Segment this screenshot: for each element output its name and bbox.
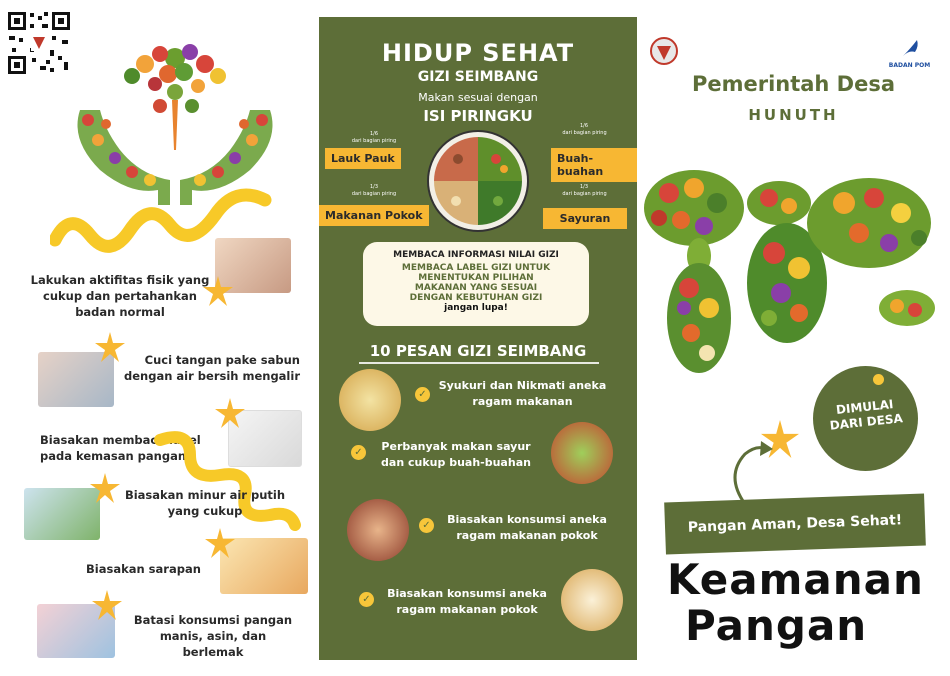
lauk-pauk-label: Lauk Pauk <box>325 148 401 169</box>
message-1: Syukuri dan Nikmati aneka ragam makanan <box>438 379 607 408</box>
tip-3-text: Biasakan membaca label pada kemasan pangan <box>40 433 201 463</box>
info-box-line: MAKANAN YANG SESUAI <box>414 283 538 293</box>
info-box-line: MENENTUKAN PILIHAN <box>418 273 534 283</box>
lauk-note: dari bagian piring <box>351 138 397 144</box>
title-underline <box>359 362 599 364</box>
slogan-banner <box>664 493 926 554</box>
star-icon <box>92 590 122 620</box>
check-icon: ✓ <box>415 387 430 402</box>
sayur-note: dari bagian piring <box>562 191 607 197</box>
tip-4-text: Biasakan minur air putih yang cukup <box>124 488 286 518</box>
info-box-reminder: jangan lupa! <box>444 303 508 313</box>
tip-2-text: Cuci tangan pake sabun dengan air bersih mengalir <box>124 353 300 383</box>
drinking-photo <box>24 488 100 540</box>
tip-5-text: Biasakan sarapan <box>86 562 201 576</box>
slogan-text: Pangan Aman, Desa Sehat! <box>687 512 903 536</box>
sayur-fraction: 1/3 <box>579 184 589 190</box>
nutrition-info-box <box>363 242 589 326</box>
food-circle-photo <box>339 369 401 431</box>
plate-illustration <box>426 129 530 233</box>
tip-1-text: Lakukan aktifitas fisik yang cukup dan pertahankan badan normal <box>30 273 210 319</box>
right-title: Pemerintah Desa <box>691 72 896 96</box>
makanan-pokok-label: Makanan Pokok <box>319 205 429 226</box>
info-box-line: MEMBACA LABEL GIZI UNTUK <box>401 263 551 273</box>
lauk-fraction: 1/6 <box>369 131 379 137</box>
buah-fraction: 1/6 <box>579 123 589 129</box>
vegetable-world-map <box>639 148 945 408</box>
badge-dot <box>873 374 884 385</box>
message-2: Perbanyak makan sayur dan cukup buah-buahan <box>381 440 531 469</box>
right-panel <box>637 0 950 676</box>
makanan-note: dari bagian piring <box>351 191 397 197</box>
sayuran-label: Sayuran <box>543 208 627 229</box>
buah-buahan-label: Buah-buahan <box>551 148 637 182</box>
makanan-fraction: 1/3 <box>369 184 379 190</box>
check-icon: ✓ <box>359 592 374 607</box>
heading-pangan: Pangan <box>685 601 868 650</box>
vegetables-circle-photo <box>551 422 613 484</box>
village-name: HUNUTH <box>748 106 839 124</box>
check-icon: ✓ <box>419 518 434 533</box>
message-3: Biasakan konsumsi aneka ragam makanan pokok <box>447 513 607 542</box>
bpom-logo-icon <box>899 38 921 60</box>
grains-circle-photo <box>561 569 623 631</box>
center-title: HIDUP SEHAT <box>381 39 575 67</box>
messages-title: 10 PESAN GIZI SEIMBANG <box>369 342 587 360</box>
info-box-title: MEMBACA INFORMASI NILAI GIZI <box>393 250 559 260</box>
check-icon: ✓ <box>351 445 366 460</box>
bpom-logo-text: BADAN POM <box>888 62 931 69</box>
info-box-line: DENGAN KEBUTUHAN GIZI <box>409 293 543 303</box>
meat-circle-photo <box>347 499 409 561</box>
left-panel <box>0 0 318 676</box>
arrow-icon <box>715 436 795 508</box>
star-icon <box>90 473 120 503</box>
tip-6-text: Batasi konsumsi pangan manis, asin, dan berlemak <box>133 613 293 659</box>
tagline: Makan sesuai dengan <box>418 91 538 104</box>
star-icon <box>215 398 245 428</box>
buah-note: dari bagian piring <box>562 130 607 136</box>
tagline-bold: ISI PIRINGKU <box>423 107 533 125</box>
center-panel <box>319 17 637 660</box>
badge-text: DIMULAI DARI DESA <box>829 397 904 433</box>
star-icon <box>205 528 235 558</box>
message-4: Biasakan konsumsi aneka ragam makanan pokok <box>387 587 547 616</box>
center-subtitle: GIZI SEIMBANG <box>417 69 539 85</box>
government-logo-icon <box>649 36 679 66</box>
heading-keamanan: Keamanan <box>667 555 924 604</box>
